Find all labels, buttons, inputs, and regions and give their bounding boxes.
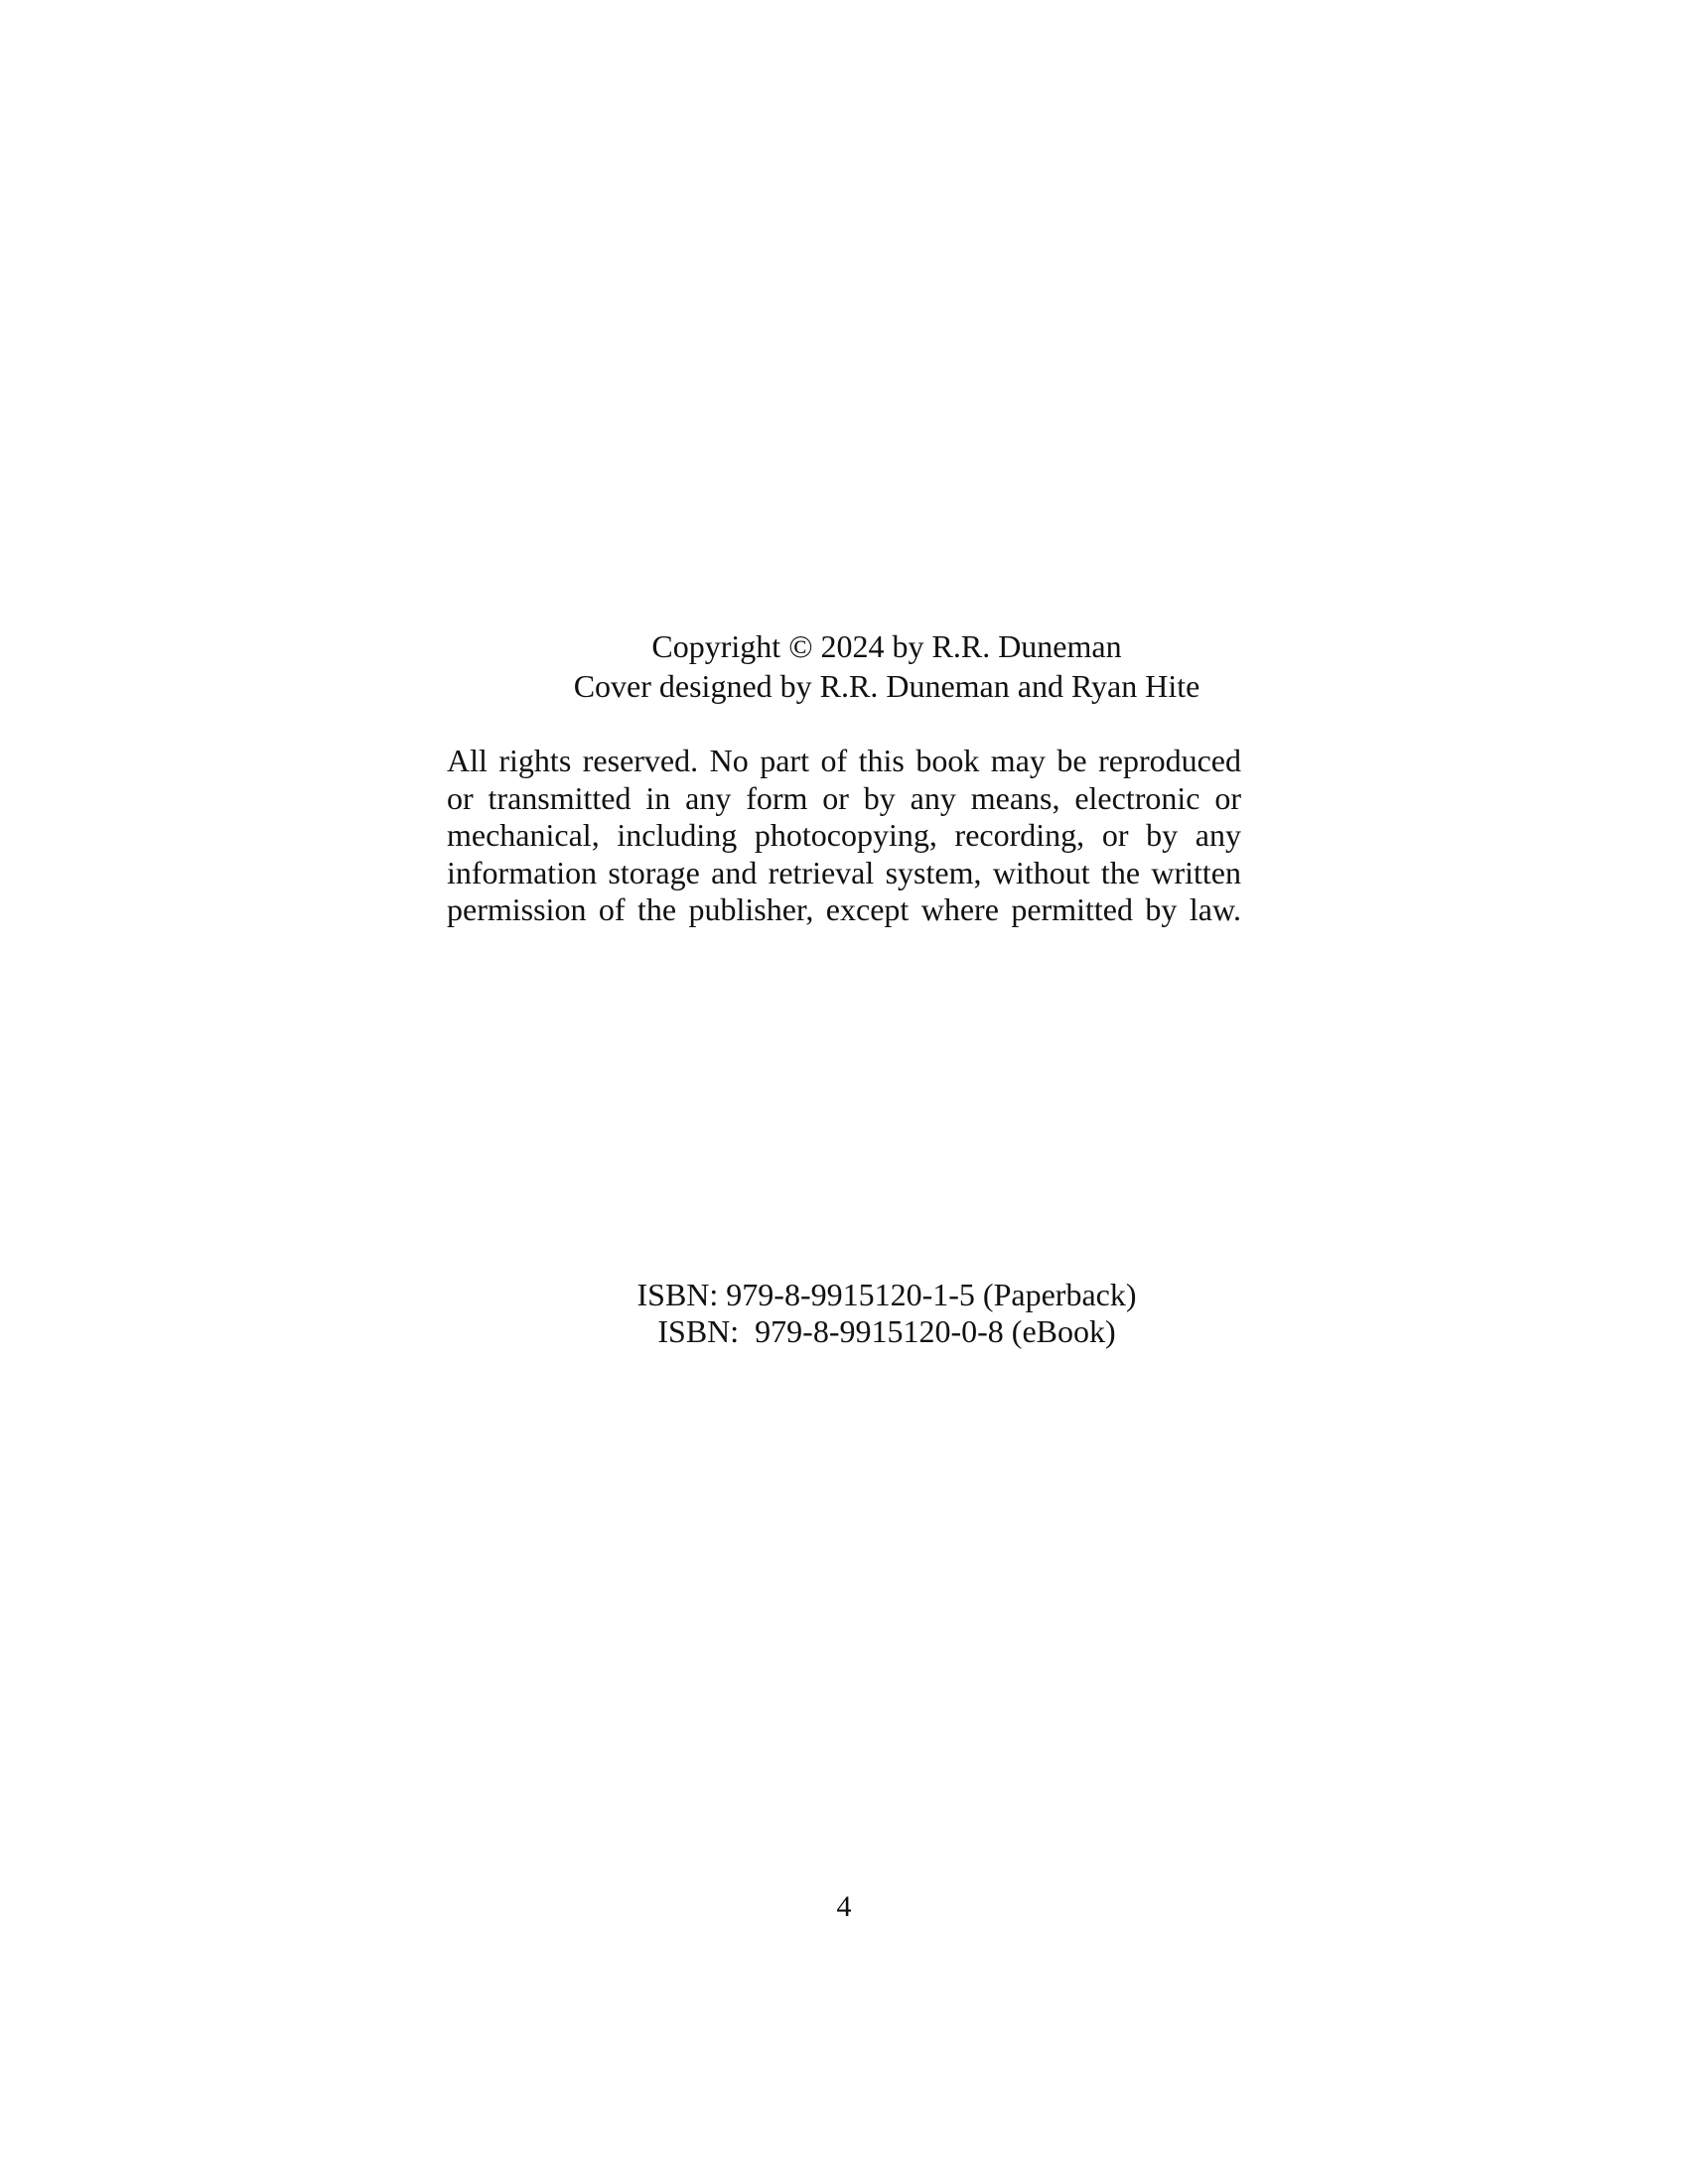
rights-notice-line: All rights reserved. No part of this book may be reproduced (447, 743, 1241, 778)
rights-notice-line: mechanical, including photocopying, recording, or by any (447, 817, 1241, 853)
page-number: 4 (836, 1890, 852, 1923)
rights-notice-line: or transmitted in any form or by any means, electronic or (447, 779, 1241, 816)
rights-notice-line: permission of the publisher, except where permitted by law. (447, 891, 1241, 927)
isbn-ebook: ISBN: 979-8-9915120-0-8 (eBook) (657, 1313, 1116, 1349)
rights-notice-paragraph (447, 743, 1241, 929)
cover-credit-line: Cover designed by R.R. Duneman and Ryan Hite (573, 668, 1200, 704)
copyright-line: Copyright © 2024 by R.R. Duneman (651, 628, 1122, 664)
rights-notice-line: information storage and retrieval system, without the written (447, 854, 1241, 890)
isbn-paperback: ISBN: 979-8-9915120-1-5 (Paperback) (636, 1277, 1137, 1312)
